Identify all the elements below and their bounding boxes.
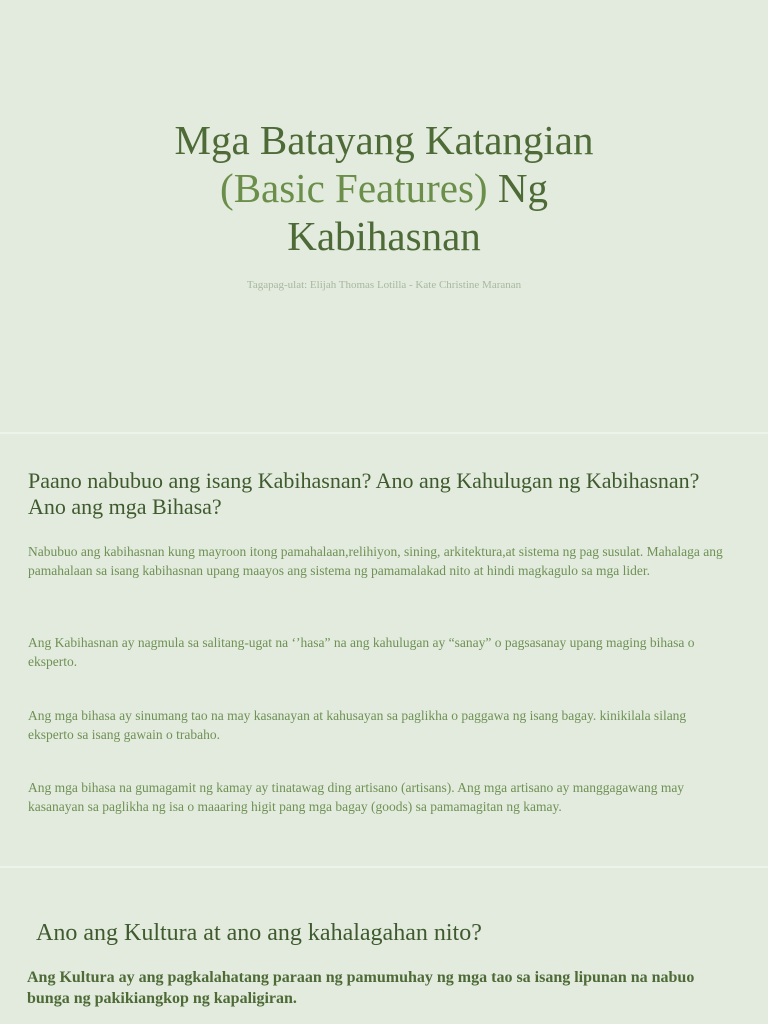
title-line-2-rest: Ng bbox=[487, 165, 548, 211]
paragraph-bihasa: Ang mga bihasa ay sinumang tao na may kasanayan at kahusayan sa paglikha o paggawa ng isang bagay. kinikilala silang eksperto sa isang gawain o trabaho. bbox=[28, 708, 687, 742]
presentation-title bbox=[0, 116, 768, 260]
slide-heading: Paano nabubuo ang isang Kabihasnan? Ano ang Kahulugan ng Kabihasnan? Ano ang mga Bihasa? bbox=[28, 468, 700, 519]
slide-heading: Ano ang Kultura at ano ang kahalagahan nito? bbox=[36, 920, 482, 946]
presenters-subtitle: Tagapag-ulat: Elijah Thomas Lotilla - Kate Christine Maranan bbox=[246, 279, 522, 291]
title-line-1: Mga Batayang Katangian bbox=[174, 117, 594, 163]
kultura-slide bbox=[0, 868, 768, 1024]
paragraph-nabubuo: Nabubuo ang kabihasnan kung mayroon itong pamahalaan,relihiyon, sining, arkitektura,at sistema ng pag susulat. Mahalaga ang pamahalaan sa isang kabihasnan upang maayos ang sistema ng pamamalakad nito at hindi magkagulo sa mga lider. bbox=[28, 544, 723, 578]
paragraph-kultura: Ang Kultura ay ang pagkalahatang paraan ng pamumuhay ng mga tao sa isang lipunan na nabuo bunga ng pakikiangkop ng kapaligiran. bbox=[27, 969, 695, 1007]
title-line-3: Kabihasnan bbox=[287, 213, 481, 259]
kabihasnan-slide bbox=[0, 434, 768, 866]
title-accent: (Basic Features) bbox=[220, 165, 488, 211]
paragraph-kabihasnan-meaning: Ang Kabihasnan ay nagmula sa salitang-ugat na ‘’hasa” na ang kahulugan ay “sanay” o pagsasanay upang maging bihasa o eksperto. bbox=[28, 635, 695, 669]
title-slide bbox=[0, 0, 768, 432]
paragraph-artisano: Ang mga bihasa na gumagamit ng kamay ay tinatawag ding artisano (artisans). Ang mga artisano ay manggagawang may kasanayan sa paglikha ng isa o maaaring higit pang mga bagay (goods) sa pamamagitan ng kamay. bbox=[28, 780, 685, 814]
